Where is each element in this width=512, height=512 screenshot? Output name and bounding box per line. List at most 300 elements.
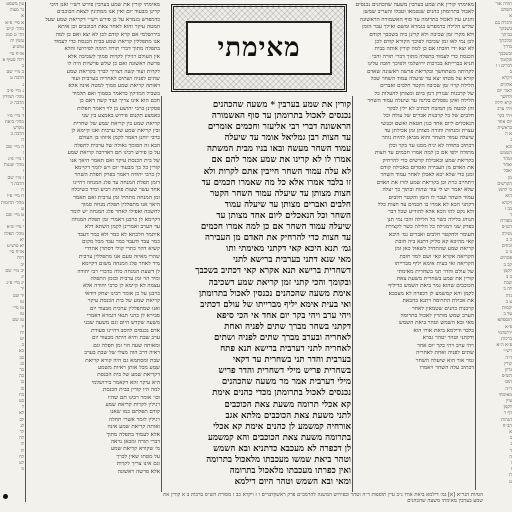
text-line: קרינן מבעוד יום ואין אנו ממתינין לצאת הכוכבים — [56, 9, 160, 16]
text-line: דברים ו ז ויקרא כב ז מסורת הש״ס ברכות ב א קורין את שמע בערבין מאימתי משעה שהכהנים — [163, 492, 483, 505]
text-line: י — [22, 219, 24, 225]
text-line: דכתיב עלה השחר ויאמרו — [419, 364, 474, 371]
text-line: ד״ה — [505, 386, 512, 392]
text-line: תוס׳ — [504, 380, 512, 386]
text-line: ובלכתך — [499, 39, 512, 45]
text-line: קריאת שמע של בית הכנסת עיקר — [87, 298, 160, 305]
text-line: ויקרא — [502, 76, 512, 82]
text-line: ו — [510, 461, 512, 467]
text-line: לה ב — [503, 287, 512, 293]
text-line: בשביל המזיקין כדאמר בסמוך ואם תלמיד — [72, 90, 160, 97]
text-line: אנו מתפללין קריאת שמע בבית הכנסת כדי לעמוד — [54, 39, 160, 46]
text-line: יב מיי׳ שם — [5, 268, 24, 274]
text-line: מגילה — [501, 231, 512, 237]
text-line: או״ח סי׳ — [9, 250, 24, 256]
text-line: מהל׳ ק״ש — [6, 26, 24, 32]
text-line: יד — [20, 287, 24, 293]
text-line: כב ז — [504, 206, 512, 212]
text-line: ויהי ערב — [497, 107, 512, 113]
text-line: דקיימא לן כרבנן דאמרי זמן תפלת המנחה — [71, 216, 160, 223]
text-line: נכנסים לאכול בתרומתן עד סוף האשמורה — [211, 111, 351, 122]
text-line: שמע מכל אותן ראיות משמע — [97, 364, 160, 371]
text-line: עד הערב ואמרינן לקמן השתא דלא — [84, 224, 160, 231]
text-line: יאכל — [503, 169, 512, 175]
text-line: כה — [19, 374, 24, 380]
text-line: ובשכבך — [498, 51, 512, 57]
text-line: י מיי׳ פ״א — [6, 225, 24, 231]
text-line: הלכה יג — [10, 101, 24, 107]
text-line: אחד עשר שעות פחות רביע ומיד כשיכלה — [71, 187, 160, 194]
text-line: קאי מהיכא קא סליק דתנא ביה חובת — [395, 239, 474, 245]
text-line: ברכות — [501, 336, 512, 342]
text-line: חצות מצותן עד שיעלה עמוד השחר הקטר — [210, 188, 351, 199]
text-line: או״ח סי׳ — [9, 51, 24, 57]
text-line: מהל׳ תמידין — [2, 95, 24, 101]
text-line: חלבים ואברים מצותן עד שיעלה עמוד — [224, 199, 351, 210]
right-margin-notes — [476, 2, 512, 492]
text-line: לא — [19, 411, 24, 417]
text-line: מאימתי קורין את שמע בערבין משעה שהכהנים נכנסים — [355, 2, 474, 8]
text-line: ט — [509, 479, 512, 485]
text-line: הלכה ט — [10, 76, 24, 82]
text-line: לן דשעת המנחה כלה כדברי רבי יהודה — [77, 268, 160, 275]
text-line: גליון — [504, 367, 512, 373]
text-line: את אכילת התרומה דתנא בהבאת — [402, 298, 474, 305]
text-line: דף ד — [503, 411, 512, 417]
text-line: איתמר הלכתא לא כמר ולא כמר דעבד — [77, 231, 160, 238]
text-line: ה מיי׳ שם — [6, 144, 24, 150]
text-line: נו ב — [505, 250, 512, 256]
text-line: א — [21, 14, 24, 20]
text-line: מסורת — [500, 219, 512, 225]
text-line: מהל׳ תרומות — [1, 200, 24, 206]
text-line: אימת משעה שהכהנים נכנסין לאכול בתרומתן — [198, 288, 351, 299]
outer-commentary — [26, 2, 160, 502]
text-line: ד״ה — [505, 355, 512, 361]
text-line: ו מיי׳ פ״ג — [8, 157, 24, 163]
text-line: השלם — [501, 8, 512, 14]
text-line: עין משפט — [6, 2, 24, 7]
text-line: לח — [19, 454, 24, 460]
text-line: שלא יאמר יש לי עוד שהות ובתוך כך יעלה — [382, 187, 474, 194]
text-line: ולא נקט להו הכא אלא להודיע שכל דבר — [388, 209, 474, 216]
text-line: הכנסת כדי לעמוד בתפלה מתוך דברי תורה והכי — [372, 53, 474, 60]
text-line: והן למטה מן המזבח דכתיב לא ילין לבקר — [387, 105, 474, 112]
text-line: לאור יום — [496, 88, 512, 94]
text-line: ז — [510, 467, 512, 473]
text-line: בירושלמי אם קרא קודם לכן לא יצא ואם כן למה — [55, 31, 160, 38]
text-line: רלה — [16, 256, 24, 262]
text-line: היאך אנו מתפללין תפלת מנחה סמוך — [81, 201, 160, 208]
text-line: הקריאה ואי בעית אימא יליף מברייתו — [394, 261, 474, 268]
text-line: רלה סעיף א — [2, 57, 24, 63]
text-line: כ — [21, 343, 24, 349]
text-line: גמר אור הוא שיעלה השחר — [415, 357, 474, 364]
text-line: הב״ח — [502, 423, 512, 429]
text-line: הקריאה אקרא קאי ושם למד חובת — [399, 253, 474, 260]
text-line: ג — [22, 82, 24, 88]
text-line: כמר עבד ודעבד כמר עבד מכל מקום — [82, 239, 160, 245]
text-line: רגילין לומר אשרי תחלה — [108, 416, 160, 423]
text-line: משעה שקדש היום וגם משעה שבני — [83, 320, 160, 327]
text-line: א — [509, 14, 512, 20]
text-line: דאותה קריאת שמע סמוך למטה אינה אלא — [68, 83, 160, 90]
text-line: ג — [510, 442, 512, 448]
text-line: כי לחמו — [498, 188, 512, 194]
text-line: הלילה ואינן נפסלים בלינה עד שיעלה עמוד השחר — [367, 98, 474, 105]
text-line: כדמפרש בגמרא על כן פירש רש״י דקריאת שמע שעל — [45, 16, 160, 23]
text-line: ובא — [505, 144, 512, 150]
text-line: מיד לאחר פלג המנחה משום דקיימא — [81, 261, 160, 268]
text-line: יום אחד — [497, 119, 512, 125]
text-line: וכו׳ אומר רבינו תם שהיו — [108, 394, 160, 401]
text-line: לג — [20, 423, 24, 429]
text-line: מאי שנא דתני בערבית ברישא לתני — [232, 255, 351, 266]
text-line: ראיה דרב הוה מצלי של שבת בערב — [84, 350, 160, 357]
text-line: ודקתני וטהר יטהר גברא — [422, 335, 474, 342]
text-line: סבירא לן כהני תנאי דגמרא דאמרי — [86, 313, 160, 320]
text-line: הש״ס — [501, 225, 512, 231]
text-line: לחשכה ואפילו לאחר פלג המנחה יש לומר — [70, 209, 160, 216]
text-line: קשיא דהוי כתרי קולי דסתרן אהדדי — [84, 246, 160, 253]
text-line: קורין את שמע בערבין * משעה שהכהנים — [212, 100, 351, 110]
text-line: ואחר — [503, 163, 512, 169]
text-line: קודם תפלתם כמו שאנו — [110, 409, 160, 416]
text-line: דברי תורה ומכאן נראה — [110, 438, 160, 445]
text-line: תניא בברייתא בברכות ירושלמי ולפיכך חובה עלינו — [367, 61, 474, 68]
text-line: פ״א — [505, 324, 512, 330]
text-line: לקמן — [503, 405, 512, 411]
text-line: ח מיי׳ פ״ז — [6, 194, 24, 200]
text-line: טז שם — [12, 318, 24, 324]
text-line: הגהות הגר״א [א] גמ׳ דילמא ביאת אורו נ״ב עיין תוספות ד״ה וטהר ובפירוש המשנה להרמב״ם פרק ראשון — [273, 492, 483, 498]
text-line: וטהר ביאת שמשו מעכבתו מלאכול בתרומה — [206, 455, 351, 465]
text-line: א מיי׳ פ״א — [5, 20, 24, 26]
text-line: כג — [20, 361, 24, 367]
text-line: קרבנות כהנים שטמאין לאחר — [411, 305, 474, 312]
header-frame — [171, 4, 347, 92]
text-line: כז — [20, 386, 24, 392]
text-line: הבא זה הסומך גאולה של ערבית לתפלה — [74, 142, 160, 149]
column-divider — [25, 2, 26, 502]
text-line: לאחריה לתני דערבית ברישא תנא פתח — [220, 344, 351, 355]
text-line: אין העולם רגילין לקרות סמוך לשכיבה אלא — [67, 53, 160, 60]
text-line: יג — [21, 274, 24, 280]
text-line: מאימתי קורין את שמע בערבין פירש רש״י ואנן היכי — [49, 2, 160, 8]
text-line: עשין יח — [10, 39, 24, 45]
text-line: דקתני הכא לא אמרו בו חכמים עד חצות כלל — [377, 201, 474, 208]
text-line: מאי ובא השמש וטהר ביאת השמש — [398, 320, 474, 327]
text-line: יח — [20, 330, 24, 336]
ink-speck — [3, 494, 8, 499]
text-line: כב — [19, 355, 24, 361]
text-line: מן — [508, 175, 512, 181]
text-line: לו — [20, 442, 24, 448]
text-line: לתני משעת צאת הכוכבים מלתא אגב — [225, 410, 351, 421]
text-line: בביתך — [501, 33, 512, 39]
text-line: גמ׳ תנא היכא קאי דקתני מאימתי ותו — [226, 244, 351, 255]
text-line: הגהות — [501, 417, 512, 423]
text-line: זו בלבד אמרו אלא כל מה שאמרו חכמים עד — [201, 177, 351, 188]
text-line: לן דכפרה לא מעכבא כדתניא ובא השמש — [213, 443, 351, 454]
text-line: ד — [21, 107, 24, 113]
text-line: כא — [18, 349, 24, 355]
text-line: וגם אינו צריך לקרות — [116, 461, 160, 468]
text-line: כ ב — [506, 237, 512, 243]
text-line: פסחים — [500, 256, 512, 262]
text-line: זמן המנחה מתחיל זמן ערבית ואם תאמר — [73, 194, 160, 201]
text-line: בשחרית פריש מילי דשחרית והדר פריש — [218, 366, 351, 377]
text-line: א ה — [505, 132, 512, 138]
text-line: הלכה ד — [10, 181, 24, 187]
text-line: יז — [21, 324, 24, 330]
text-line: ומאותה שעה הוי זמן תפלה וגם — [93, 342, 160, 349]
text-line: חכם הוא אינו צריך ועוד קשה דאם כן — [79, 98, 160, 105]
text-line: קכ ב — [503, 262, 512, 268]
text-line: אמרו לו לא קרינו את שמע אמר להם אם — [211, 155, 351, 166]
text-line: ב — [509, 436, 512, 442]
page-title: מאימתי — [217, 33, 301, 63]
text-line: ובקומך והכי קתני זמן קריאת שמע דשכיבה — [208, 277, 351, 288]
text-line: לא עלה עמוד השחר חייבין אתם לקרות ולא — [203, 166, 351, 177]
text-line: הש״ס — [501, 374, 512, 380]
text-line: ובקומך — [499, 57, 512, 63]
text-line: ח — [21, 188, 24, 194]
text-line: הקדשים — [497, 181, 512, 187]
text-line: שהרי מאיזה טעם אנו מתפללין ערבית — [78, 253, 160, 260]
text-line: לקרותה משתחשך ובקריאת פרשה ראשונה שאדם — [366, 68, 474, 75]
text-line: ג — [510, 138, 512, 144]
text-line: טוש״ע — [12, 45, 24, 51]
text-line: הל׳ ט סמג — [5, 33, 24, 39]
text-line: יא טוש״ע — [7, 243, 24, 249]
text-line: לכן נמי לאו זמן שכיבה לפיכך הקורא קודם לכן — [374, 39, 474, 46]
text-line: מ — [21, 467, 24, 473]
text-line: ב מיי׳ שם — [6, 70, 24, 76]
text-line: זמנן כדי שלא יבא לאכלן לאחר עמוד השחר — [380, 172, 474, 179]
text-line: ו — [22, 150, 24, 156]
text-line: יג מיי׳ פ״ג — [6, 281, 24, 287]
text-line: מילי דערבית אמר מר משעה שהכהנים — [221, 377, 351, 388]
text-line: של קרבנות שנזרק דמן ביום ומצותן להעלות כל — [374, 90, 474, 97]
main-text — [163, 100, 351, 500]
text-line: ערב שבת והיא היתה מבעוד יום — [91, 335, 160, 342]
column-divider — [475, 2, 476, 490]
column-divider — [352, 96, 353, 492]
text-line: טו מיי׳ — [12, 305, 24, 311]
text-line: ג מיי׳ פ״ב — [7, 88, 24, 94]
text-line: קורין את שמע בשחרית משעת צאת — [396, 276, 474, 283]
text-line: שתים לפניה ושתים לאחריה בערבית ועוד — [71, 76, 160, 83]
text-line: הלכה ב — [10, 132, 24, 138]
text-line: ואי בעית אימא יליף מברייתו של עולם דכתיב — [200, 299, 351, 310]
text-line: אלהים — [500, 82, 512, 88]
text-line: ב — [21, 64, 24, 70]
text-line: קורין — [503, 361, 512, 367]
inner-commentary — [354, 2, 474, 492]
text-line: קא אכלי תרומה משעת צאת הכוכבים — [224, 399, 351, 410]
text-line: ולחשך — [500, 95, 512, 101]
text-line: אדם נכנסים להסב דהיינו סעודת — [91, 327, 160, 334]
text-line: לקמן — [503, 268, 512, 274]
text-line: פ״א ה״א — [496, 343, 512, 349]
text-line: א — [509, 430, 512, 436]
text-line: תורה אור — [495, 2, 512, 7]
text-line: דקריאת שמע של בית הכנסת — [97, 372, 160, 379]
text-line: מי שקורא קריאת שמע — [110, 446, 160, 453]
text-line: שתים לפניה ואחת לאחריה — [416, 350, 474, 357]
text-line: ד — [509, 448, 512, 454]
text-line: עיין — [505, 399, 512, 404]
text-line: עד חצות רבן גמליאל אומר עד שיעלה — [224, 133, 351, 144]
text-line: קרא לילה — [494, 101, 512, 107]
text-line: וטהר — [503, 157, 512, 163]
text-line: פרשה ראשונה ואם כן שלש פרשיות היה לו — [67, 61, 160, 68]
text-line: ז מיי׳ שם — [7, 175, 24, 181]
text-line: כד — [19, 367, 24, 373]
text-line: רגילין לקרות קריאת שמע — [105, 401, 160, 408]
text-line: הכוכבים שהוא גמר ביאת השמש כדיליף — [388, 283, 474, 290]
text-line: של עולם והדר תני בשחרית מאימתי — [397, 268, 474, 275]
text-line: ובין קריאת שמע של ערבית ואנו קיימא לן — [71, 127, 160, 134]
text-line: כרבי יוחנן דאמר לקמן איזהו בן העולם — [78, 135, 160, 142]
text-line: השמש — [500, 150, 512, 156]
text-line: בקריאת שמע ובאכילת קדשים כדי להרחיק — [382, 157, 474, 164]
text-line: לן כרבי יהודה דאמר בפרק תפלת השחר — [74, 172, 160, 179]
text-line: ומיד הוי זמן ערבית ובזמן התפלה — [90, 276, 160, 283]
text-line: זבחים — [501, 243, 512, 249]
text-line: היא עיקר והא דקאמר בירושלמי — [91, 379, 160, 386]
text-line: ואנו שמתפללין ערבית מבעוד יום — [89, 305, 160, 312]
text-line: ירושלמי — [498, 330, 512, 336]
text-line: כרבנן על כן אומר רבינו יצחק דודאי — [84, 290, 160, 297]
text-line: בתפלה מתוך דברי תורה תימה לפירושו והלא — [64, 46, 160, 53]
text-line: יד שם — [13, 293, 24, 299]
text-line: ויהי ערב ויהי בקר יום אחד — [417, 342, 474, 349]
text-line: ויתחייב כרת וכן בקריאת שמע לזרז את האדם — [376, 179, 474, 186]
text-line: בפרק שני דמגילה כל הלילה כשר לקצירת — [385, 224, 474, 231]
text-line: אלא לעמוד בתפלה מתוך — [106, 431, 160, 438]
text-line: בלבד ודילמא ביאת אורו הוא — [413, 327, 474, 334]
text-line: חלבים של כל קרבנות אברים של עולה וכל — [383, 113, 474, 120]
text-line: תוספתא — [497, 318, 512, 324]
text-line: ודברת בם — [494, 20, 512, 26]
text-line: הלילה קרוי זמן שכיבה הקטר חלבים ואברים — [380, 83, 474, 90]
text-line: שיעלה עמוד השחר והוא מביאן להיות נותר — [381, 135, 474, 142]
text-line: לאכול בתרומתן כהנים שנטמאו וטבלו והעריב שמשן — [363, 9, 474, 16]
text-line: השחר וכל הנאכלים ליום אחד מצותן עד — [216, 210, 351, 221]
text-line: אורחיה קמשמע לן כהנים אימת קא אכלי — [213, 421, 351, 432]
text-line: אלא פרשה ראשונה — [117, 468, 160, 475]
text-line: דברים ו ז — [495, 64, 512, 70]
text-line: ד — [509, 212, 512, 218]
text-line: טו — [20, 299, 24, 305]
text-line: כח — [19, 392, 24, 398]
text-line: ב — [509, 70, 512, 76]
text-line: מאימתי — [498, 392, 512, 398]
text-line: עמוד השחר מעשה ובאו בניו מבית המשתה — [206, 144, 351, 155]
header-title-box — [186, 21, 332, 75]
text-line: לאחריה ובערב מברך שתים לפניה ושתים — [213, 332, 351, 343]
text-line: קריאת שמע שהתחיל לשאול כאן זמן — [394, 246, 474, 253]
text-line: לד — [19, 430, 24, 436]
text-line: לב — [19, 417, 24, 423]
text-line: בערבית והדר תני בשחרית עד דקאי — [232, 355, 351, 366]
column-divider — [161, 96, 162, 492]
text-line: המטה עיקר והוא לאחר צאת הכוכבים וכן איתא — [57, 24, 160, 31]
text-line: בשבתך — [499, 26, 512, 32]
text-line: ח — [509, 473, 512, 479]
text-line: קורא על מטתו יצא עד שיעלה עמוד השחר שכל — [370, 76, 474, 83]
text-line: ה — [21, 138, 24, 144]
text-line: כו — [20, 380, 24, 386]
text-line: על מטתו שאין לברך — [116, 453, 160, 460]
text-line: לקמן והא קמשמע לן דכפרה לא מעכבא — [388, 290, 474, 297]
text-line: ואין כפרתו מעכבתו מלאכול בתרומה — [229, 466, 351, 477]
text-line: רש״י — [503, 349, 512, 355]
text-line: הנוהג בלילה כשר כל הלילה והכי נמי תנן — [387, 216, 474, 223]
text-line: פסקינן כרבי יהושע בן לוי דאמר תפלות — [77, 105, 160, 112]
text-line: והגיע עת לאכול בתרומה עד סוף האשמורה הראשונה — [359, 16, 474, 23]
text-line: הנאכלים ליום אחד כגון חטאת ואשם וכבשי — [380, 120, 474, 127]
text-line: דזמן תפלת המנחה עד פלג המנחה דהיינו — [72, 179, 160, 186]
text-line: ה — [509, 454, 512, 460]
left-margin-notes — [0, 2, 24, 502]
text-line: יבמות — [501, 305, 512, 311]
text-line: את האדם מן העבירה ואסרום באכילה קודם — [380, 164, 474, 171]
text-line: נר מצוה — [9, 8, 24, 14]
text-line: בראשית — [497, 126, 512, 132]
text-line: דשחרית ברישא תנא אקרא קאי דכתיב בשכבך — [195, 266, 351, 277]
text-line: שיעלה עמוד השחר אם כן למה אמרו חכמים — [200, 222, 351, 233]
text-line: כט — [18, 399, 24, 404]
text-line: ויקרא — [502, 200, 512, 206]
text-line: יא — [20, 237, 24, 243]
text-line: מהל׳ ביאת — [4, 119, 24, 125]
text-line: ויהי בקר — [497, 113, 512, 119]
text-line: מהל׳ תפלה — [3, 231, 24, 237]
text-line: ט מיי׳ שם — [5, 212, 24, 218]
text-line: של בית הכנסת עיקר ואם תאמר היאך אנו — [70, 157, 160, 164]
text-line: שבת — [503, 281, 512, 287]
text-line: עד חצות כדי להרחיק את האדם מן העבירה — [204, 233, 351, 244]
text-line: ויהי ערב ויהי בקר יום אחד אי הכי סיפא — [216, 310, 351, 321]
text-line: עד ב — [503, 312, 512, 318]
text-line: ואותה קריאת שמע אינה — [107, 424, 160, 431]
text-line: ע ב — [505, 299, 512, 305]
text-line: קורין כל כך מבעוד יום ויש לומר דקיימא — [74, 164, 160, 171]
text-line: ומאי ובא השמש וטהר היום דילמא — [234, 477, 351, 488]
text-line: לא יצא ידי חובתו אם כן למה קורין אותה בבית — [374, 46, 474, 53]
text-line: מהל׳ שגגות — [3, 163, 24, 169]
text-line: ולא מקרי זמן שכיבה ולא קרינן ביה בשכבך וקודם — [369, 31, 474, 38]
text-line: למה היו קורין בבית הכנסת — [102, 387, 160, 394]
text-line: שבת ומסתמא גם היה קורא קריאת — [85, 357, 160, 364]
text-line: לה — [19, 436, 24, 442]
text-line: בתרומה משעת צאת הכוכבים והא קמשמע — [207, 432, 351, 443]
bottom-footnote — [163, 492, 483, 510]
text-line: הוא — [505, 194, 512, 200]
text-line: ב ב — [506, 274, 512, 280]
text-line: על כן פירש רבינו תם דאדרבה קריאת שמע — [67, 150, 160, 157]
text-line: מקדש — [13, 126, 24, 132]
text-line: טז — [19, 312, 24, 318]
text-line: שליש הלילה כדמפרש בגמרא ומשם ואילך עבר הזמן — [362, 24, 474, 31]
text-line: העומר ולהקטר חלבים ואברים גמ׳ היכא — [388, 231, 474, 238]
text-line: ז — [22, 169, 24, 175]
text-line: בדרך — [503, 45, 512, 51]
text-line: ד מיי׳ פ״ו — [7, 113, 24, 119]
